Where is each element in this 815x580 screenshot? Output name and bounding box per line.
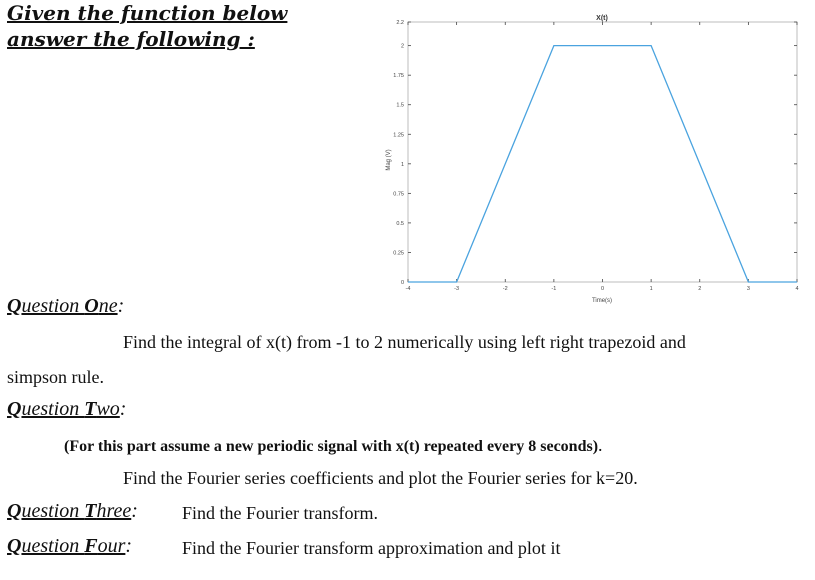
q4-colon: : [125,535,133,557]
question-one-line-1: Find the integral of x(t) from -1 to 2 numerically using left right trapezoid and [123,332,686,352]
x-tick-label: 4 [795,286,799,292]
q2-colon: : [119,398,127,420]
chart-title: X(t) [596,15,608,22]
question-one-heading [7,295,124,318]
y-tick-label: 0 [400,280,404,286]
y-tick-label: 1.25 [393,132,404,139]
question-two-heading [7,398,126,421]
x-tick-label: 1 [649,286,653,292]
chart-plot-frame [408,22,797,282]
q3-colon: : [131,500,138,522]
x-tick-label: 3 [746,286,750,292]
q3-initial: Q [7,500,22,522]
q2-initial-2: T [84,398,97,420]
y-tick-label: 2.2 [396,20,404,26]
trapezoid-chart [360,8,805,308]
chart-ylabel: Mag (V) [386,149,392,171]
q1-word: uestion [21,295,85,317]
question-four-heading [7,535,132,558]
chart-xlabel: Time(s) [591,298,613,304]
x-tick-label: 0 [600,286,605,292]
q4-initial-2: F [84,535,98,557]
q1-colon: : [117,295,125,317]
x-tick-label: -1 [551,286,557,292]
y-tick-label: 0.75 [393,191,404,198]
y-tick-label: 2 [400,43,404,50]
q2-note-end: . [598,435,603,455]
q1-initial-2: O [84,295,99,317]
x-tick-label: 2 [698,286,702,292]
y-tick-label: 0.25 [393,250,404,257]
title-line-2: answer the following : [7,27,255,51]
x-tick-label: -3 [454,286,460,292]
chart-axes [393,20,798,292]
x-tick-label: -4 [405,286,411,292]
y-tick-label: 1 [400,161,404,168]
q3-initial-2: T [84,500,97,522]
x-tick-label: -2 [502,286,508,292]
y-tick-label: 1.5 [396,102,404,109]
q2-word: uestion [21,398,85,420]
question-three-line-1: Find the Fourier transform. [182,503,378,523]
question-one-line-2: simpson rule. [7,367,104,387]
q3-word: uestion [21,500,85,522]
question-four-line-1: Find the Fourier transform approximation and plot it [182,538,561,558]
question-two-note [64,435,603,456]
y-tick-label: 0.5 [396,220,404,227]
q1-word-2: ne [98,295,118,317]
q4-word: uestion [21,535,85,557]
q4-word-2: our [97,535,126,557]
y-tick-label: 1.75 [393,73,404,80]
q2-word-2: wo [96,398,120,420]
q4-initial: Q [7,535,22,557]
q2-note-text: (For this part assume a new periodic signal with x(t) repeated every 8 seconds) [64,438,599,455]
q3-word-2: hree [96,500,132,522]
question-two-line-1: Find the Fourier series coefficients and plot the Fourier series for k=20. [123,468,638,488]
question-three-heading [7,500,138,523]
q1-initial: Q [7,295,22,317]
q2-initial: Q [7,398,22,420]
page-title [7,0,307,52]
title-line-1: Given the function below [7,1,288,25]
